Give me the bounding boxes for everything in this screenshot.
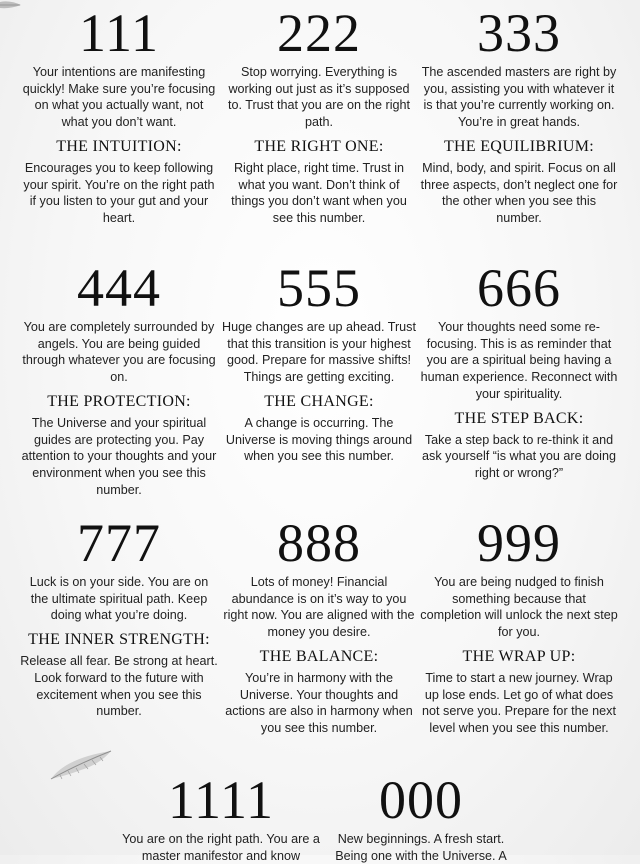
angel-number: 444 (77, 258, 161, 318)
angel-number-card-666 (420, 258, 618, 482)
meaning-title: THE CHANGE: (264, 392, 374, 410)
meaning-title: THE EQUILIBRIUM: (443, 137, 595, 155)
angel-number-card-000 (322, 770, 520, 864)
meaning-title: THE INNER STRENGTH: (28, 631, 210, 649)
meaning-description: Release all fear. Be strong at heart. Look forward to the future with excitement when you see this number. (20, 654, 218, 719)
angel-number: 666 (477, 258, 561, 318)
angel-number: 1111 (168, 770, 274, 830)
number-message: You are completely surrounded by angels. You are being guided through whatever you are focusing on. (22, 320, 216, 385)
angel-number-card-1111 (122, 770, 320, 864)
angel-number: 222 (277, 3, 361, 63)
meaning-description: The Universe and your spiritual guides are protecting you. Pay attention to your thoughts and your environment when you see this number. (21, 415, 217, 497)
meaning-description: Encourages you to keep following your spirit. You’re on the right path if you listen to your gut and your heart. (23, 160, 215, 225)
feather-icon (0, 0, 22, 12)
angel-number: 777 (77, 513, 161, 573)
angel-number: 333 (477, 3, 561, 63)
angel-number-card-444 (20, 258, 218, 498)
meaning-description: Right place, right time. Trust in what you want. Don’t think of things you don’t want when you see this number. (231, 160, 407, 225)
number-message: New beginnings. A fresh start. Being one with the Universe. A (335, 832, 507, 863)
feather-icon (48, 748, 114, 782)
number-message: Lots of money! Financial abundance is on it’s way to you right now. You are aligned with the money you desire. (223, 575, 415, 640)
meaning-description: A change is occurring. The Universe is moving things around when you see this number. (225, 415, 413, 464)
number-message: Your thoughts need some re-focusing. This is as reminder that you are a spiritual being having a human experience. Reconnect with your spirituality. (420, 320, 618, 401)
angel-number-card-111 (20, 3, 218, 227)
angel-number-card-777 (20, 513, 218, 720)
number-message: You are being nudged to finish something because that completion will unlock the next step for you. (420, 575, 618, 640)
angel-number: 999 (477, 513, 561, 573)
angel-number-card-888 (220, 513, 418, 737)
meaning-title: THE INTUITION: (56, 137, 182, 155)
meaning-title: THE PROTECTION: (47, 392, 191, 410)
meaning-description: Mind, body, and spirit. Focus on all three aspects, don’t neglect one for the other when you see this number. (420, 160, 618, 225)
angel-number: 888 (277, 513, 361, 573)
meaning-description: You’re in harmony with the Universe. Your thoughts and actions are also in harmony when you see this number. (225, 670, 413, 735)
meaning-title: THE RIGHT ONE: (254, 137, 384, 155)
number-message: The ascended masters are right by you, assisting you with whatever it is that you’re currently working on. You’re in great hands. (421, 65, 617, 130)
meaning-title: THE STEP BACK: (454, 409, 584, 427)
angel-number-card-333 (420, 3, 618, 227)
angel-number: 111 (79, 3, 159, 63)
number-message: Your intentions are manifesting quickly! Make sure you’re focusing on what you actually want, not what you don’t want. (22, 65, 216, 130)
meaning-description: Time to start a new journey. Wrap up lose ends. Let go of what does not serve you. Prepare for the next level when you see this number. (422, 670, 616, 735)
number-message: Luck is on your side. You are on the ultimate spiritual path. Keep doing what you’re doing. (29, 575, 209, 623)
angel-number-card-999 (420, 513, 618, 737)
meaning-title: THE WRAP UP: (462, 647, 576, 665)
number-message: You are on the right path. You are a master manifestor and know (122, 832, 320, 863)
angel-number-card-555 (220, 258, 418, 465)
angel-number-card-222 (220, 3, 418, 227)
meaning-description: Take a step back to re-think it and ask yourself “is what you are doing right or wrong?” (422, 432, 616, 480)
angel-number: 555 (277, 258, 361, 318)
number-message: Huge changes are up ahead. Trust that this transition is your highest good. Prepare for massive shifts! Things are getting exciting. (222, 320, 416, 385)
meaning-title: THE BALANCE: (259, 647, 379, 665)
number-message: Stop worrying. Everything is working out just as it’s supposed to. Trust that you are on the right path. (227, 65, 410, 130)
angel-number: 000 (379, 770, 463, 830)
